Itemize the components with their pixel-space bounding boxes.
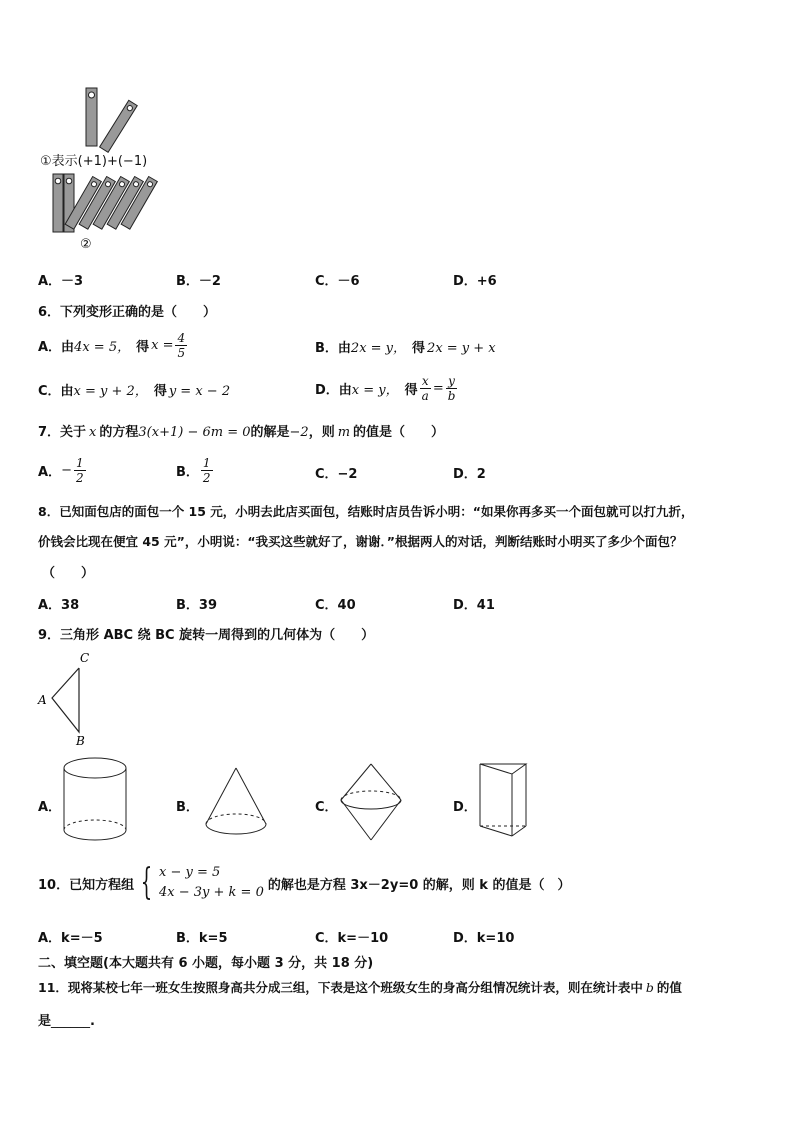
q6-option-a[interactable] [38, 327, 189, 363]
q9-triangle-figure [34, 648, 104, 748]
q9-prism-icon[interactable] [474, 760, 534, 840]
q10-option-c[interactable]: C．k=－10 [315, 931, 389, 946]
q6-d-fraction-2: $\frac{y}{b}$ [447, 373, 456, 403]
q6-c-mid: 得 [153, 384, 167, 399]
q5-figure-1 [80, 85, 150, 155]
section-2-heading: 二、填空题(本大题共有 6 小题，每小题 3 分，共 18 分) [38, 956, 374, 971]
q6-stem: 6．下列变形正确的是（ ） [38, 305, 217, 320]
q7-option-a[interactable]: A． − $\frac{1}{2}$ [38, 455, 84, 485]
q6-d-equals: = [432, 380, 444, 396]
q9-stem: 9．三角形 ABC 绕 BC 旋转一周得到的几何体为（ ） [38, 628, 375, 643]
q6-b-res: 2x = y + x [427, 341, 496, 356]
q8-line-2: 价钱会比现在便宜 45 元”，小明说：“我买这些就好了，谢谢．”根据两人的对话，判断结账时小明买了多少个面包？ [38, 534, 683, 549]
q9-option-a-label[interactable]: A． [38, 800, 62, 815]
q6-b-mid: 得 [412, 341, 426, 356]
q11-line-1: 11．现将某校七年一班女生按照身高共分成三组，下表是这个班级女生的身高分组情况统计表，则在统计表中 b 的值 [38, 980, 682, 995]
q9-label-a: A [38, 693, 47, 707]
q8-line-1: 8．已知面包店的面包一个 15 元，小明去此店买面包，结账时店员告诉小明：“如果你再多买一个面包就可以打九折， [38, 504, 694, 519]
q7-b-fraction: $\frac{1}{2}$ [202, 455, 211, 485]
counting-rod-slanted [100, 100, 138, 152]
q5-figure-2 [50, 172, 170, 234]
q6-a-label: A．由 [38, 339, 75, 355]
q5-option-d[interactable]: D．+6 [453, 274, 497, 289]
q6-d-eq: x = y， [351, 382, 399, 398]
q6-c-eq: x = y + 2， [73, 384, 148, 399]
q9-option-c-label[interactable]: C． [315, 800, 338, 815]
q8-option-d[interactable]: D．41 [453, 598, 495, 613]
q8-line-3: （ ） [42, 566, 95, 581]
q9-cone-icon[interactable] [202, 764, 272, 844]
q6-option-c[interactable] [38, 380, 230, 399]
q5-option-c[interactable]: C．－6 [315, 274, 360, 289]
q7-option-c[interactable]: C．−2 [315, 467, 358, 482]
q9-label-c: C [80, 651, 90, 665]
q6-b-label: B．由 [315, 341, 351, 356]
q5-option-a[interactable]: A．－3 [38, 274, 84, 289]
q7-a-fraction: $\frac{1}{2}$ [75, 455, 84, 485]
q6-option-d[interactable] [315, 370, 459, 406]
q6-c-label: C．由 [38, 384, 74, 399]
q6-c-res: y = x − 2 [168, 384, 231, 399]
q6-d-fraction-1: $\frac{x}{a}$ [421, 373, 429, 403]
q9-label-b: B [76, 734, 85, 748]
q9-double-cone-icon[interactable] [337, 762, 407, 846]
q8-option-c[interactable]: C．40 [315, 598, 356, 613]
q10-option-b[interactable]: B．k=5 [176, 931, 228, 946]
q10-brace: { [140, 862, 153, 903]
q10-option-d[interactable]: D．k=10 [453, 931, 515, 946]
q9-option-d-label[interactable]: D． [453, 800, 477, 815]
q8-option-a[interactable]: A．38 [38, 598, 80, 613]
q6-b-eq: 2x = y， [350, 341, 407, 356]
q9-cylinder-icon[interactable] [60, 752, 132, 848]
q8-option-b[interactable]: B．39 [176, 598, 217, 613]
q9-option-b-label[interactable]: B． [176, 800, 199, 815]
q10-equation-system: x − y = 5 4x − 3y + k = 0 [159, 865, 264, 900]
q6-a-fraction: $\frac{4}{5}$ [177, 330, 186, 360]
q6-option-b[interactable] [315, 337, 496, 356]
q11-line-2: 是______. [38, 1014, 95, 1029]
q7-stem: 7．关于 x 的方程3(x+1) − 6m = 0的解是−2，则 m 的值是（ ） [38, 425, 445, 440]
q11-answer-blank[interactable]: ______ [51, 1014, 91, 1029]
q7-option-b[interactable]: B． $\frac{1}{2}$ [176, 455, 211, 485]
q6-d-mid: 得 [404, 382, 418, 398]
q6-a-lhs: x = [151, 337, 174, 353]
q10-option-a[interactable]: A．k=－5 [38, 931, 103, 946]
q5-figure-1-caption: ①表示(+1)+(−1) [40, 154, 148, 169]
q10-stem: 10．已知方程组 { x − y = 5 4x − 3y + k = 0 的解也是方程 3x－2y=0 的解，则 k 的值是（ ） [38, 862, 571, 903]
q5-figure-2-caption: ② [80, 237, 92, 252]
q6-d-label: D．由 [315, 382, 352, 398]
q5-option-b[interactable]: B．－2 [176, 274, 221, 289]
q7-option-d[interactable]: D．2 [453, 467, 486, 482]
q6-a-mid: 得 [136, 339, 150, 355]
q6-a-eq: 4x = 5， [74, 339, 131, 355]
